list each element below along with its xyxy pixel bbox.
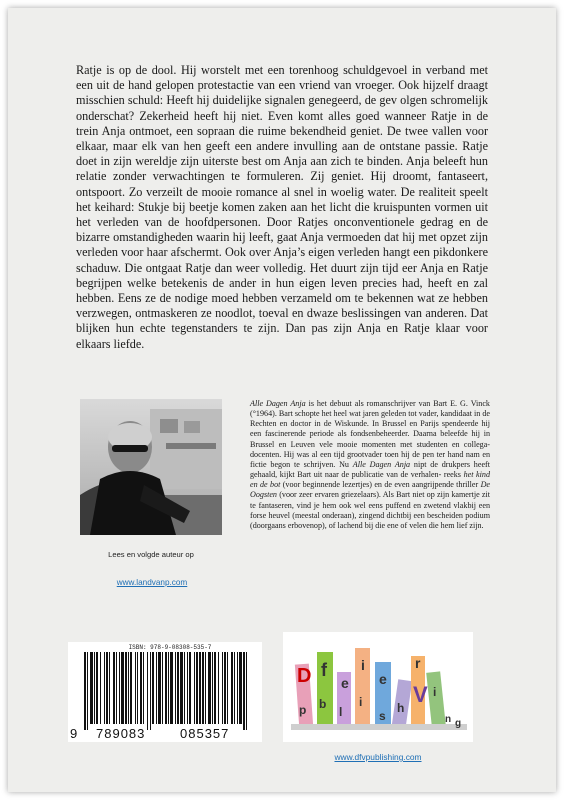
- isbn-label: ISBN: 978-9-08308-535-7: [128, 644, 212, 651]
- barcode-bar: [87, 652, 88, 730]
- barcode-bars: [80, 652, 252, 730]
- barcode-bar: [116, 652, 117, 724]
- author-photo-image: [80, 399, 222, 535]
- barcode-bar: [156, 652, 157, 724]
- barcode-bar: [208, 652, 211, 724]
- barcode-bar: [150, 652, 151, 730]
- book-blurb: Ratje is op de dool. Hij worstelt met een torenhoog schuldgevoel in verband met een uit de hand gelopen protestactie van een vriend van vroeger. Ook hijzelf draagt misschien schuld: Heeft hij duidelijke signalen genegeerd, de gev olgen schromelijk onderschat? Zekerheid heeft hij niet. Even komt alles goed wanneer Ratje in de trein Anja ontmoet, een sopraan die ruime bekendheid geniet. De twee vallen voor elkaar, maar elk van hen geeft een andere invulling aan de ontstane passie. Ratje doet in zijn wereldje zijn uiterste best om Anja aan zich te binden. Anja beleeft hun relatie zonder verwachtingen te formuleren. Zij geniet. Hij droomt, fantaseert, ontspoort. Zo verzeilt de mooie romance al snel in woelig water. De realiteit speelt het keihard: Stukje bij beetje komen zaken aan het licht die kruispunten vormen uit het verleden van de hoofdpersonen. Door Ratjes onconventionele gedrag en de bizarre omstandigheden waarin hij leeft, gaat Anja vermoeden dat hij met opzet zijn verleden voor haar afschermt. Ook over Anja’s eigen verleden hangt een pikdonkere schaduw. Die ontgaat Ratje dan weer volledig. Het duurt zijn tijd eer Anja en Ratje begrijpen welke betekenis de ander in hun eigen leven precies had, heeft en zal hebben. Eens ze de nodige moed hebben verzameld om te bekennen wat ze hebben verzwegen, ontmaskeren ze noodlot, toeval en dwaze beslissingen van anderen. Dat blijken hun echte tegenstanders te zijn. Dan pas zijn Anja en Ratje klaar voor elkaars liefde.: [76, 63, 488, 351]
- barcode-digits-right: 085357: [180, 726, 230, 741]
- barcode-bar: [128, 652, 129, 724]
- logo-letter: e: [341, 675, 349, 691]
- logo-letter: i: [433, 685, 437, 699]
- barcode-bar: [196, 652, 198, 724]
- barcode-bar: [231, 652, 233, 724]
- logo-letter: D: [297, 665, 312, 687]
- bio-text-1: is het debuut als romanschrijver van Bart E. G. Vinck (°1964). Bart schopte het heel wat jaren geleden tot vader, kandidaat in de Rechten en doctor in de Wiskunde. In Brussel en Parijs spendeerde hij een fascinerende periode als fondsenbeheerder. Daarna beleefde hij in Brussel en Leuven vele mooie momenten met studenten en collega-docenten. Hij was al een tijd grootvader toen hij de pen ter hand nam en fictie begon te schrijven. Nu: [250, 399, 490, 469]
- follow-author-text: Lees en volgde auteur op: [108, 550, 194, 559]
- barcode-bar: [187, 652, 188, 724]
- barcode-bar: [152, 652, 154, 724]
- bio-title-1: Alle Dagen Anja: [250, 399, 306, 408]
- publisher-logo: [283, 632, 473, 742]
- barcode-bar: [184, 652, 185, 724]
- barcode-bar: [119, 652, 120, 724]
- barcode-bar: [147, 652, 148, 730]
- logo-letter: V: [413, 682, 428, 707]
- barcode-bar: [96, 652, 98, 724]
- barcode-bar: [194, 652, 195, 724]
- barcode-bar: [100, 652, 101, 724]
- bio-title-4: De Oogsten: [250, 480, 490, 500]
- logo-letter: l: [339, 705, 343, 719]
- barcode-bar: [90, 652, 93, 724]
- logo-letter: g: [455, 718, 462, 729]
- logo-letter: i: [361, 657, 365, 673]
- dfv-publishing-logo: [283, 632, 473, 742]
- barcode-bar: [109, 652, 110, 724]
- barcode-bar: [214, 652, 216, 724]
- barcode-bar: [175, 652, 176, 724]
- barcode-bar: [165, 652, 167, 724]
- barcode-bar: [121, 652, 124, 724]
- logo-letter: i: [359, 695, 363, 709]
- bio-title-2: Alle Dagen Anja: [352, 459, 411, 469]
- logo-letter: b: [319, 697, 327, 711]
- barcode-bar: [113, 652, 115, 724]
- barcode-digit-first: 9: [70, 726, 79, 741]
- barcode-bar: [168, 652, 169, 724]
- barcode-bar: [234, 652, 235, 724]
- barcode-bar: [143, 652, 144, 724]
- barcode-bar: [177, 652, 179, 724]
- barcode-bar: [224, 652, 226, 724]
- barcode-bar: [205, 652, 206, 724]
- barcode-bar: [237, 652, 238, 724]
- barcode-bar: [218, 652, 219, 724]
- barcode-bar: [199, 652, 201, 724]
- barcode-bar: [140, 652, 142, 724]
- author-photo: [80, 399, 222, 535]
- barcode-bar: [162, 652, 163, 724]
- barcode-bar: [212, 652, 213, 724]
- barcode-bar: [130, 652, 132, 724]
- barcode-bar: [222, 652, 223, 724]
- bio-text-3: (voor beginnende lezertjes) en de even aangrijpende thriller: [280, 480, 481, 490]
- barcode-bar: [239, 652, 242, 724]
- logo-letter: p: [299, 703, 307, 717]
- barcode-bar: [106, 652, 108, 724]
- isbn-barcode: [68, 642, 262, 742]
- author-website-link[interactable]: www.landvanp.com: [116, 578, 188, 587]
- barcode-bar: [170, 652, 173, 724]
- barcode-bar: [180, 652, 183, 724]
- bio-text-4: (voor zeer ervaren griezelaars). Als Bart niet op zijn kamertje zit te fantaseren, vind je hem ook wel eens puffend en zwetend vlakbij een forse heuvel (meestal onderaan), zingend dichtbij een bescheiden podium (doorgaans erbovenop), of lachend bij die ene of velen die hem lief zijn.: [250, 490, 490, 530]
- barcode-bar: [243, 652, 245, 730]
- barcode-bar: [189, 652, 191, 724]
- barcode-bar: [104, 652, 105, 724]
- barcode-bar: [137, 652, 138, 724]
- publisher-website-link[interactable]: www.dfvpublishing.com: [334, 752, 422, 762]
- barcode-bar: [125, 652, 127, 724]
- barcode-bar: [246, 652, 247, 730]
- barcode-digits-left: 789083: [96, 726, 146, 741]
- barcode-bar: [158, 652, 161, 724]
- barcode-bar: [202, 652, 204, 724]
- logo-letter: e: [379, 671, 387, 687]
- logo-letter: f: [321, 660, 327, 680]
- author-bio: [250, 399, 490, 531]
- logo-letter: n: [445, 714, 452, 725]
- barcode-bar: [84, 652, 86, 730]
- logo-letter: h: [397, 701, 405, 715]
- bio-text-2: nipt de drukpers heeft gehaald, kijkt Bart uit naar de publicatie van de verhalen- reeks: [250, 459, 490, 480]
- barcode-bar: [135, 652, 136, 724]
- bio-title-3: het kind en de bot: [250, 470, 490, 490]
- barcode-bar: [227, 652, 228, 724]
- barcode-bar: [94, 652, 95, 724]
- logo-letter: r: [415, 655, 421, 671]
- logo-letter: s: [379, 709, 386, 723]
